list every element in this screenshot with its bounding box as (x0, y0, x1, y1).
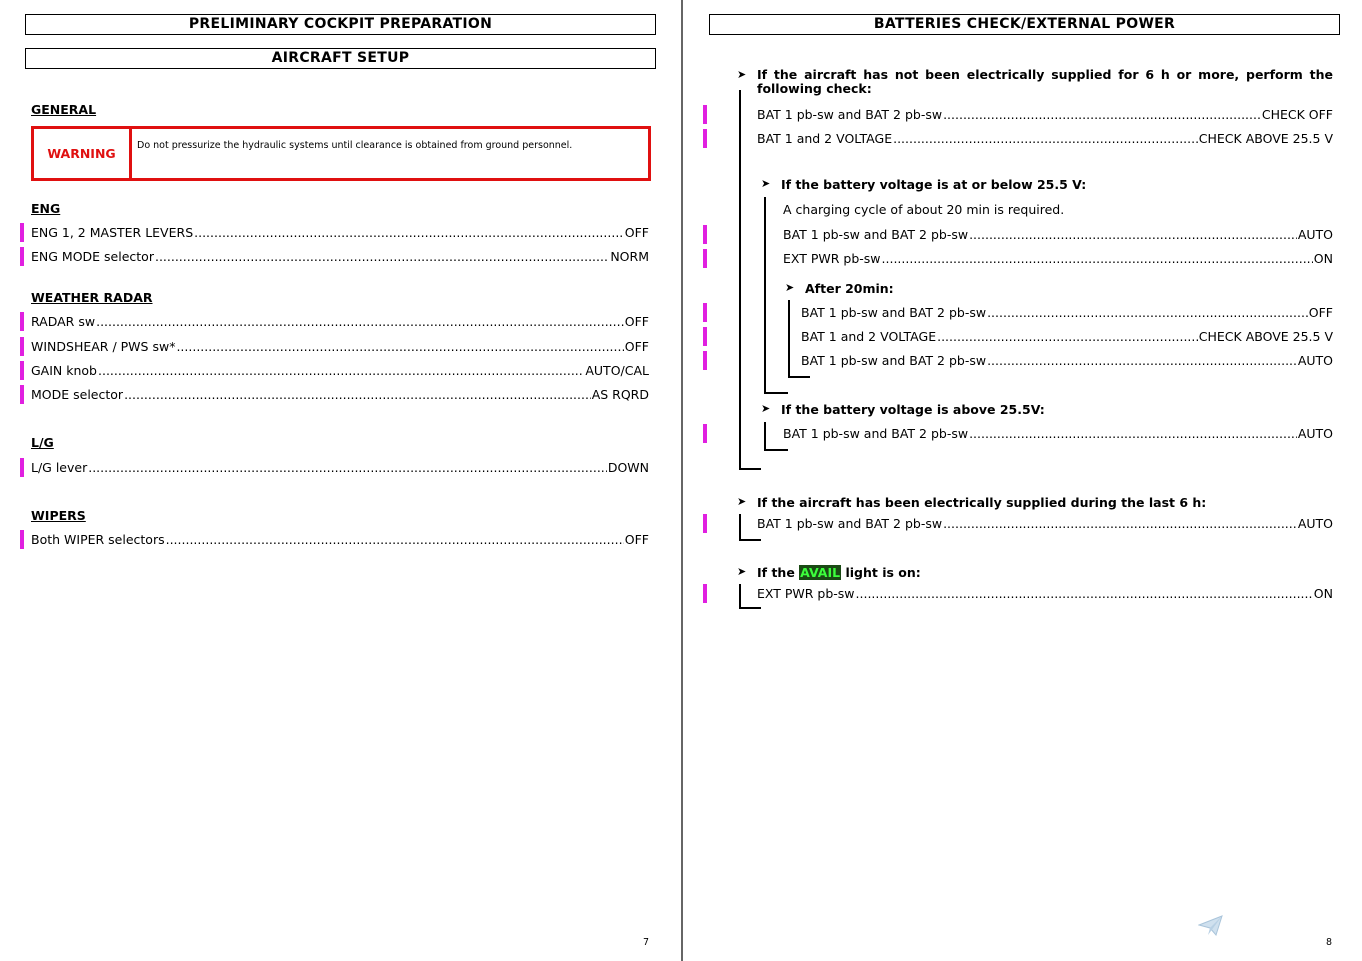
condition-text: If the battery voltage is above 25.5V: (781, 402, 1045, 417)
warning-text: Do not pressurize the hydraulic systems until clearance is obtained from ground personnel. (137, 140, 573, 151)
condition-text: If the battery voltage is at or below 25.5 V: (781, 177, 1087, 192)
item-label: BAT 1 and 2 VOLTAGE (801, 329, 937, 344)
item-value: CHECK OFF (1261, 107, 1333, 122)
checklist-line (783, 251, 1333, 266)
leader-dots (96, 314, 624, 329)
leader-dots (969, 426, 1297, 441)
item-value: OFF (1308, 305, 1333, 320)
page-number: 8 (1326, 937, 1333, 948)
item-label: L/G lever (31, 460, 88, 475)
item-label: EXT PWR pb-sw (757, 586, 855, 601)
change-bar (703, 105, 707, 124)
item-label: BAT 1 pb-sw and BAT 2 pb-sw (801, 353, 987, 368)
checklist-line (31, 314, 649, 329)
avail-light-label: AVAIL (800, 565, 841, 580)
item-value: ON (1313, 586, 1333, 601)
checklist-line (757, 107, 1333, 122)
item-label: BAT 1 pb-sw and BAT 2 pb-sw (783, 227, 969, 242)
condition-3 (737, 565, 921, 580)
change-bar (20, 312, 24, 331)
leader-dots (98, 363, 584, 378)
lg-heading: L/G (31, 435, 54, 450)
item-label: BAT 1 pb-sw and BAT 2 pb-sw (757, 516, 943, 531)
left-page-title: PRELIMINARY COCKPIT PREPARATION (25, 14, 656, 35)
warning-label: WARNING (34, 129, 132, 178)
checklist-line (801, 353, 1333, 368)
change-bar (20, 530, 24, 549)
change-bar (703, 351, 707, 370)
condition-prefix: If the (757, 565, 800, 580)
leader-dots (194, 225, 624, 240)
change-bar (703, 303, 707, 322)
condition-text: If the aircraft has not been electrically supplied for 6 h or more, perform the following check: (757, 67, 1333, 96)
leader-dots (88, 460, 607, 475)
leader-dots (166, 532, 624, 547)
condition-1 (737, 68, 1333, 96)
change-bar (703, 514, 707, 533)
checklist-line (31, 363, 649, 378)
leader-dots (155, 249, 609, 264)
checklist-line (31, 225, 649, 240)
item-value: OFF (624, 314, 649, 329)
eng-heading: ENG (31, 201, 61, 216)
warning-box (31, 126, 651, 181)
condition-text: After 20min: (805, 281, 894, 296)
checklist-line (757, 131, 1333, 146)
leader-dots (856, 586, 1313, 601)
change-bar (703, 327, 707, 346)
checklist-line (31, 339, 649, 354)
checklist-line (757, 516, 1333, 531)
checklist-line (801, 329, 1333, 344)
item-value: DOWN (607, 460, 649, 475)
item-label: GAIN knob (31, 363, 97, 378)
leader-dots (124, 387, 591, 402)
change-bar (20, 247, 24, 266)
item-value: NORM (610, 249, 649, 264)
leader-dots (987, 305, 1308, 320)
leader-dots (987, 353, 1297, 368)
item-value: CHECK ABOVE 25.5 V (1198, 131, 1333, 146)
page-divider (681, 0, 683, 961)
leader-dots (893, 131, 1198, 146)
change-bar (703, 225, 707, 244)
change-bar (20, 361, 24, 380)
leader-dots (937, 329, 1198, 344)
item-label: ENG MODE selector (31, 249, 154, 264)
item-label: MODE selector (31, 387, 124, 402)
arrow-bullet-icon: ➤ (761, 402, 771, 415)
item-value: OFF (624, 532, 649, 547)
paper-plane-icon (1198, 915, 1224, 937)
condition-1a (761, 177, 1086, 192)
right-page-title: BATTERIES CHECK/EXTERNAL POWER (709, 14, 1340, 35)
weather-radar-heading: WEATHER RADAR (31, 290, 153, 305)
leader-dots (969, 227, 1297, 242)
checklist-line (783, 426, 1333, 441)
arrow-bullet-icon: ➤ (785, 281, 795, 294)
condition-text (757, 565, 921, 580)
checklist-line (31, 387, 649, 402)
checklist-line (801, 305, 1333, 320)
change-bar (703, 584, 707, 603)
item-label: ENG 1, 2 MASTER LEVERS (31, 225, 194, 240)
item-label: BAT 1 and 2 VOLTAGE (757, 131, 893, 146)
note-text: A charging cycle of about 20 min is required. (783, 202, 1065, 217)
item-label: EXT PWR pb-sw (783, 251, 881, 266)
checklist-line (31, 532, 649, 547)
item-label: RADAR sw (31, 314, 96, 329)
change-bar (703, 249, 707, 268)
item-label: Both WIPER selectors (31, 532, 165, 547)
item-label: BAT 1 pb-sw and BAT 2 pb-sw (757, 107, 943, 122)
change-bar (20, 337, 24, 356)
condition-text: If the aircraft has been electrically supplied during the last 6 h: (757, 495, 1207, 510)
left-page-subtitle: AIRCRAFT SETUP (25, 48, 656, 69)
checklist-line (783, 227, 1333, 242)
item-value: ON (1313, 251, 1333, 266)
leader-dots (882, 251, 1313, 266)
arrow-bullet-icon: ➤ (737, 68, 747, 81)
leader-dots (176, 339, 623, 354)
item-value: AUTO/CAL (585, 363, 649, 378)
item-value: AUTO (1297, 516, 1333, 531)
checklist-line (31, 460, 649, 475)
item-value: OFF (624, 225, 649, 240)
condition-after-20min (785, 281, 894, 296)
leader-dots (943, 516, 1297, 531)
item-value: AUTO (1297, 227, 1333, 242)
change-bar (20, 223, 24, 242)
item-value: AUTO (1297, 426, 1333, 441)
item-label: WINDSHEAR / PWS sw* (31, 339, 176, 354)
condition-2 (737, 495, 1206, 510)
change-bar (20, 385, 24, 404)
condition-suffix: light is on: (841, 565, 921, 580)
change-bar (703, 129, 707, 148)
item-label: BAT 1 pb-sw and BAT 2 pb-sw (801, 305, 987, 320)
item-label: BAT 1 pb-sw and BAT 2 pb-sw (783, 426, 969, 441)
leader-dots (943, 107, 1261, 122)
checklist-line (31, 249, 649, 264)
condition-1b (761, 402, 1045, 417)
page-number: 7 (643, 937, 650, 948)
arrow-bullet-icon: ➤ (737, 495, 747, 508)
item-value: CHECK ABOVE 25.5 V (1198, 329, 1333, 344)
change-bar (20, 458, 24, 477)
item-value: AS RQRD (591, 387, 649, 402)
change-bar (703, 424, 707, 443)
item-value: OFF (624, 339, 649, 354)
general-heading: GENERAL (31, 102, 97, 117)
item-value: AUTO (1297, 353, 1333, 368)
checklist-line (757, 586, 1333, 601)
condition-bracket (739, 90, 761, 470)
arrow-bullet-icon: ➤ (737, 565, 747, 578)
wipers-heading: WIPERS (31, 508, 86, 523)
arrow-bullet-icon: ➤ (761, 177, 771, 190)
